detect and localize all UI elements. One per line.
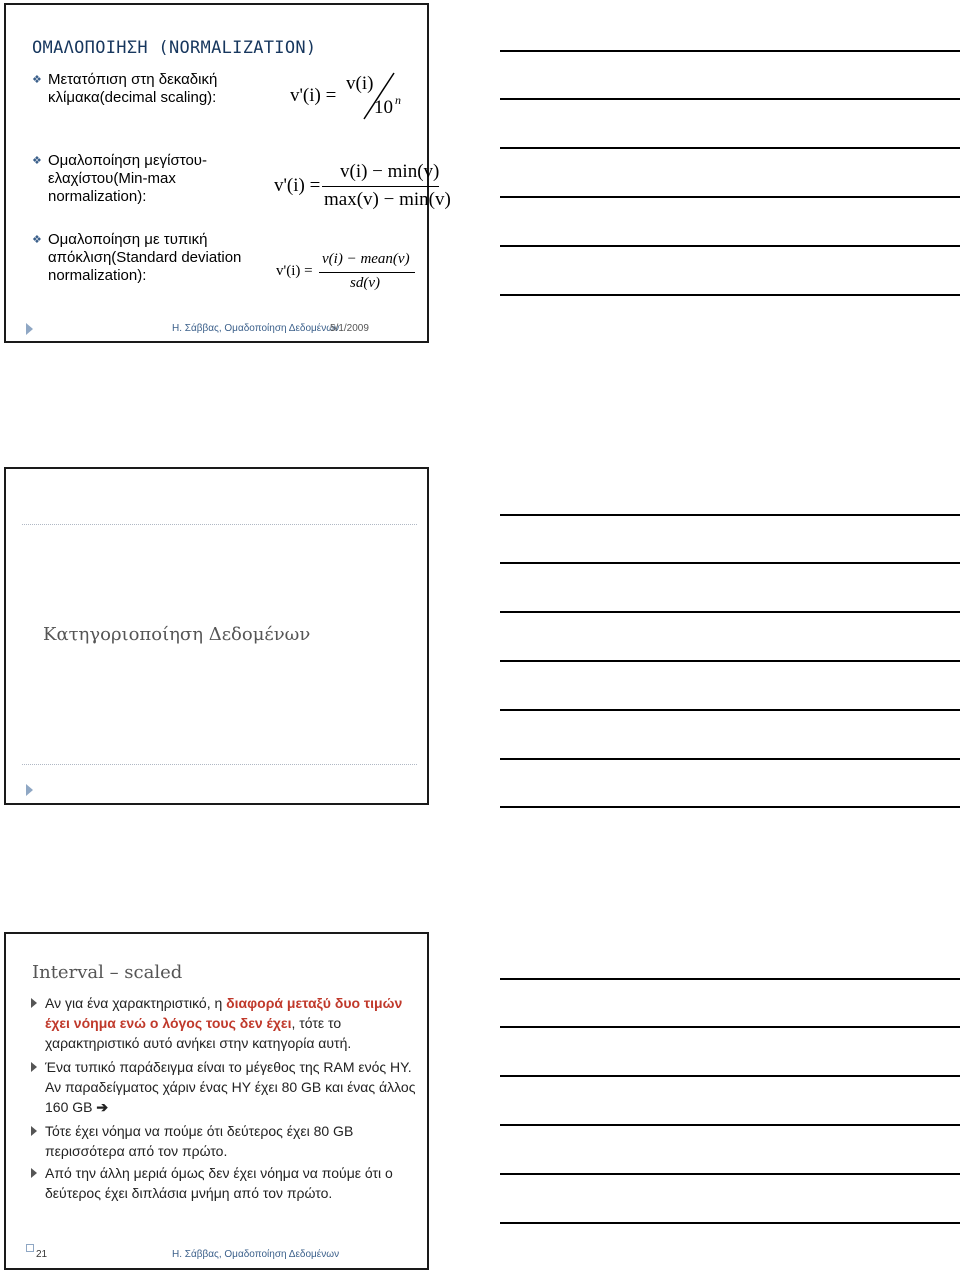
footer-author: Η. Σάββας, Ομαδοποίηση Δεδομένων	[172, 323, 340, 334]
note-line	[500, 514, 960, 516]
bullet-text-line: Μετατόπιση στη δεκαδική	[48, 71, 218, 88]
bullet-standard-deviation	[32, 231, 242, 285]
note-line	[500, 1173, 960, 1175]
formula-numerator: v(i)	[346, 73, 374, 94]
bullet-text-line: Ομαλοποίηση μεγίστου-	[48, 152, 207, 169]
triangle-bullet-icon	[31, 1126, 37, 1136]
note-line	[500, 245, 960, 247]
formula-numerator: v(i) − min(v)	[340, 161, 440, 182]
note-line	[500, 562, 960, 564]
triangle-bullet-icon	[31, 998, 37, 1008]
note-line	[500, 709, 960, 711]
bullet-decimal-scaling	[32, 71, 218, 107]
slide-title: Interval – scaled	[32, 962, 183, 983]
bullet-text-line: απόκλιση(Standard deviation	[48, 249, 242, 266]
formula-lhs: v'(i) =	[276, 263, 313, 279]
slide-interval-scaled	[4, 932, 429, 1270]
triangle-bullet-icon	[31, 1062, 37, 1072]
slide-normalization	[4, 3, 451, 343]
bullet-difference-example	[45, 1121, 427, 1161]
bullet-text-line: κλίμακα(decimal scaling):	[48, 89, 217, 106]
note-line	[500, 1075, 960, 1077]
dotted-divider	[22, 764, 417, 765]
notes-area-3	[500, 978, 960, 1268]
note-line	[500, 98, 960, 100]
bullet-text: Από την άλλη μεριά όμως δεν έχει νόημα να πούμε ότι ο δεύτερος έχει διπλάσια μνήμη από τον πρώτο.	[45, 1165, 393, 1201]
highlight-text: διαφορά μεταξύ δυο τιμών έχει νόημα ενώ ο λόγος τους δεν έχει	[45, 995, 403, 1031]
formula-exponent: n	[395, 93, 401, 107]
formula-denominator: max(v) − min(v)	[324, 189, 451, 210]
bullet-text: Ένα τυπικό παράδειγμα είναι το μέγεθος της RAM ενός ΗΥ. Αν παραδείγματος χάριν ένας ΗΥ έχει 80 GB και ένας άλλος 160 GB	[45, 1059, 416, 1115]
note-line	[500, 758, 960, 760]
triangle-bullet-icon	[31, 1168, 37, 1178]
notes-area-1	[500, 50, 960, 300]
formula-denominator: sd(v)	[350, 275, 380, 291]
footer-date: 5/1/2009	[330, 323, 369, 334]
note-line	[500, 50, 960, 52]
footer-arrow-icon	[26, 323, 33, 335]
slide-categorization	[4, 467, 429, 805]
note-line	[500, 1026, 960, 1028]
bullet-text-line: ελαχίστου(Min-max	[48, 170, 176, 187]
formula-numerator: v(i) − mean(v)	[322, 251, 410, 267]
fraction-bar	[322, 186, 439, 187]
formula-denominator: 10	[374, 97, 393, 118]
diamond-bullet-icon: ❖	[32, 234, 42, 246]
right-arrow-icon: ➔	[96, 1099, 109, 1115]
note-line	[500, 611, 960, 613]
note-line	[500, 1124, 960, 1126]
bullet-text-line: normalization):	[48, 188, 147, 205]
footer-author: Η. Σάββας, Ομαδοποίηση Δεδομένων	[172, 1249, 340, 1260]
note-line	[500, 196, 960, 198]
notes-area-2	[500, 514, 960, 814]
bullet-min-max	[32, 152, 207, 206]
diamond-bullet-icon: ❖	[32, 74, 42, 86]
footer-marker	[26, 1244, 34, 1252]
bullet-ratio-not-meaningful	[45, 1163, 427, 1203]
formula-lhs: v'(i) =	[274, 175, 321, 196]
note-line	[500, 294, 960, 296]
slide-title: ΟΜΑΛΟΠΟΙΗΣΗ (NORMALIZATION)	[32, 38, 317, 58]
bullet-text-line: normalization):	[48, 267, 147, 284]
bullet-ram-example	[45, 1057, 427, 1117]
note-line	[500, 1222, 960, 1224]
fraction-bar	[319, 272, 415, 273]
slide-title: Κατηγοριοποίηση Δεδομένων	[43, 624, 311, 645]
bullet-difference-meaningful	[45, 993, 427, 1053]
diamond-bullet-icon: ❖	[32, 155, 42, 167]
note-line	[500, 806, 960, 808]
bullet-text: , τότε το χαρακτηριστικό αυτό ανήκει στην κατηγορία αυτή.	[45, 1015, 352, 1051]
footer-arrow-icon	[26, 784, 33, 796]
bullet-text: Αν για ένα χαρακτηριστικό, η	[45, 995, 227, 1011]
note-line	[500, 978, 960, 980]
formula-lhs: v'(i) =	[290, 85, 337, 106]
bullet-text-line: Ομαλοποίηση με τυπική	[48, 231, 208, 248]
note-line	[500, 147, 960, 149]
page-number: 21	[36, 1249, 48, 1260]
note-line	[500, 660, 960, 662]
dotted-divider	[22, 524, 417, 525]
bullet-text: Τότε έχει νόημα να πούμε ότι δεύτερος έχει 80 GB περισσότερα από τον πρώτο.	[45, 1123, 354, 1159]
